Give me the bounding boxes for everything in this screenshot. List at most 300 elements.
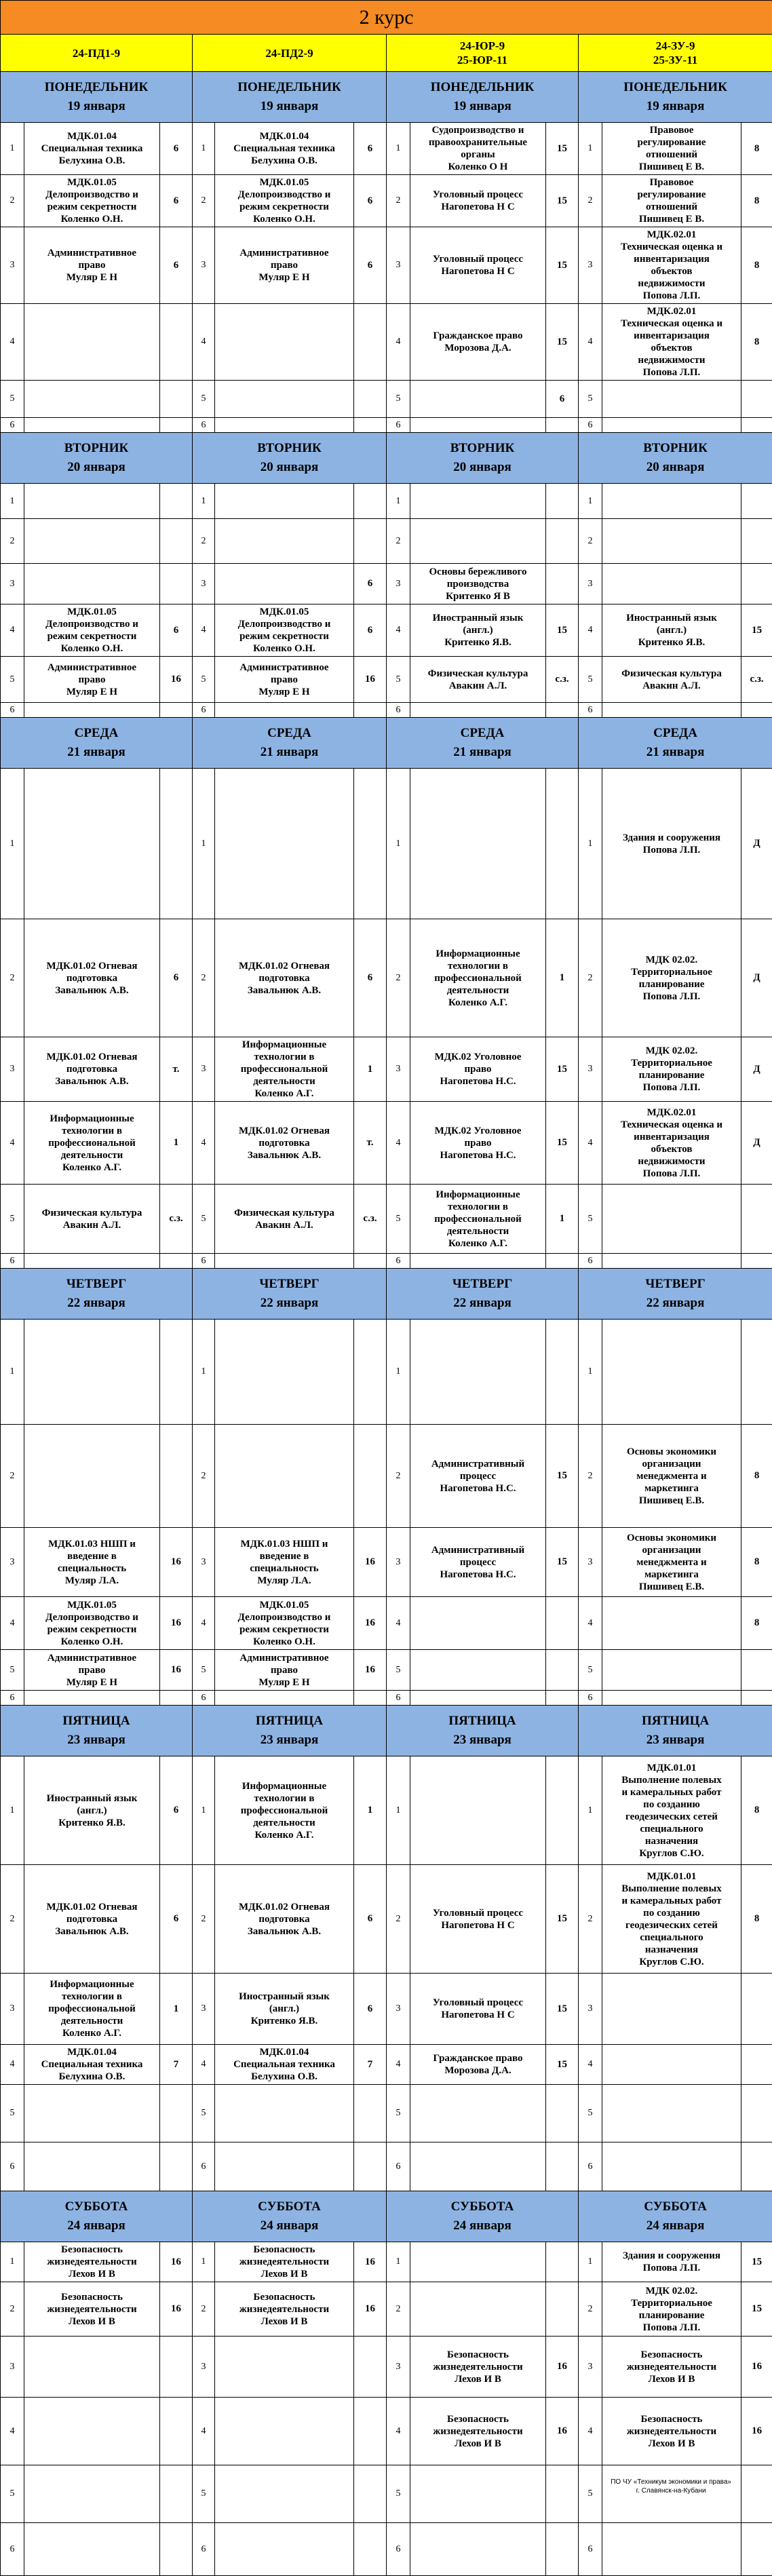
lesson-subject bbox=[410, 2465, 546, 2523]
lesson-number: 4 bbox=[1, 1102, 24, 1185]
lesson-subject bbox=[24, 2085, 160, 2142]
lesson-subject bbox=[24, 564, 160, 604]
lesson-subject bbox=[602, 703, 741, 718]
lesson-row bbox=[1, 1254, 772, 1269]
lesson-subject: МДК.01.04 Специальная техника Белухина О.В. bbox=[24, 123, 160, 175]
lesson-number: 4 bbox=[193, 2045, 215, 2085]
day-name: ЧЕТВЕРГ bbox=[389, 1275, 576, 1294]
lesson-subject bbox=[215, 304, 354, 381]
day-name: ВТОРНИК bbox=[389, 439, 576, 458]
lesson-room: 15 bbox=[546, 227, 579, 304]
lesson-room bbox=[354, 703, 387, 718]
lesson-row bbox=[1, 123, 772, 175]
lesson-room bbox=[160, 703, 193, 718]
day-header bbox=[387, 72, 579, 123]
lesson-row bbox=[1, 2242, 772, 2282]
lesson-room bbox=[741, 1254, 772, 1269]
lesson-room: 7 bbox=[160, 2045, 193, 2085]
lesson-room: 8 bbox=[741, 1425, 772, 1528]
lesson-subject: Административное право Муляр Е Н bbox=[24, 227, 160, 304]
lesson-room: Д bbox=[741, 1102, 772, 1185]
lesson-room bbox=[160, 1320, 193, 1425]
lesson-room bbox=[546, 703, 579, 718]
lesson-subject bbox=[24, 1254, 160, 1269]
lesson-subject: МДК.01.05 Делопроизводство и режим секретности Коленко О.Н. bbox=[215, 175, 354, 227]
lesson-room: 15 bbox=[741, 2242, 772, 2282]
lesson-number: 6 bbox=[1, 1691, 24, 1706]
lesson-room bbox=[741, 1320, 772, 1425]
lesson-number: 4 bbox=[193, 2398, 215, 2465]
lesson-subject: Основы экономики организации менеджмента и маркетинга Пишивец Е.В. bbox=[602, 1528, 741, 1597]
lesson-room: 16 bbox=[160, 1597, 193, 1650]
lesson-subject: МДК.01.04 Специальная техника Белухина О.В. bbox=[24, 2045, 160, 2085]
lesson-number: 2 bbox=[193, 919, 215, 1037]
day-header bbox=[1, 72, 193, 123]
lesson-number: 4 bbox=[387, 1102, 410, 1185]
lesson-subject: МДК.02 Уголовное право Нагопетова Н.С. bbox=[410, 1102, 546, 1185]
lesson-subject bbox=[410, 2085, 546, 2142]
day-date: 24 января bbox=[195, 2216, 384, 2235]
lesson-number: 4 bbox=[1, 1597, 24, 1650]
lesson-subject: МДК 02.02. Территориальное планирование Попова Л.П. bbox=[602, 919, 741, 1037]
lesson-number: 6 bbox=[193, 418, 215, 433]
lesson-room bbox=[741, 2045, 772, 2085]
day-header bbox=[579, 433, 772, 484]
lesson-subject: Гражданское право Морозова Д.А. bbox=[410, 2045, 546, 2085]
day-date: 23 января bbox=[195, 1731, 384, 1750]
lesson-number: 4 bbox=[579, 1102, 602, 1185]
lesson-room bbox=[160, 564, 193, 604]
lesson-subject bbox=[24, 2398, 160, 2465]
lesson-room bbox=[546, 484, 579, 519]
lesson-room: 16 bbox=[741, 2398, 772, 2465]
lesson-room bbox=[741, 1974, 772, 2045]
lesson-number: 6 bbox=[193, 2523, 215, 2576]
lesson-subject: Основы бережливого производства Критенко Я В bbox=[410, 564, 546, 604]
lesson-subject: Уголовный процесс Нагопетова Н С bbox=[410, 175, 546, 227]
lesson-room: 8 bbox=[741, 304, 772, 381]
lesson-number: 1 bbox=[1, 1756, 24, 1865]
lesson-number: 4 bbox=[193, 1102, 215, 1185]
lesson-number: 4 bbox=[579, 604, 602, 657]
lesson-room: 15 bbox=[546, 1865, 579, 1974]
lesson-number: 5 bbox=[193, 2465, 215, 2523]
lesson-number: 4 bbox=[1, 2398, 24, 2465]
lesson-subject bbox=[215, 484, 354, 519]
lesson-subject bbox=[602, 1597, 741, 1650]
lesson-number: 6 bbox=[193, 703, 215, 718]
lesson-number: 3 bbox=[387, 1974, 410, 2045]
lesson-subject: МДК.01.02 Огневая подготовка Завальнюк А.В. bbox=[24, 919, 160, 1037]
lesson-number: 5 bbox=[579, 381, 602, 418]
lesson-row bbox=[1, 1528, 772, 1597]
lesson-room: 16 bbox=[741, 2337, 772, 2398]
day-header-row bbox=[1, 2191, 772, 2242]
day-header bbox=[579, 72, 772, 123]
lesson-room bbox=[546, 2242, 579, 2282]
lesson-room: 8 bbox=[741, 1865, 772, 1974]
lesson-number: 3 bbox=[1, 227, 24, 304]
lesson-number: 3 bbox=[1, 1528, 24, 1597]
lesson-room bbox=[741, 2142, 772, 2191]
lesson-number: 2 bbox=[1, 919, 24, 1037]
lesson-subject: Судопроизводство и правоохранительные органы Коленко О Н bbox=[410, 123, 546, 175]
lesson-subject: Уголовный процесс Нагопетова Н С bbox=[410, 227, 546, 304]
lesson-number: 4 bbox=[387, 2045, 410, 2085]
group-header: 24-ПД1-9 bbox=[1, 35, 193, 72]
lesson-room: с.з. bbox=[160, 1185, 193, 1254]
lesson-subject: Информационные технологии в профессиональной деятельности Коленко А.Г. bbox=[215, 1037, 354, 1102]
lesson-subject: МДК 02.02. Территориальное планирование Попова Л.П. bbox=[602, 2282, 741, 2337]
lesson-room bbox=[546, 1650, 579, 1691]
lesson-room: 6 bbox=[160, 919, 193, 1037]
lesson-subject bbox=[24, 304, 160, 381]
lesson-subject: Информационные технологии в профессиональной деятельности Коленко А.Г. bbox=[410, 1185, 546, 1254]
day-header-row bbox=[1, 718, 772, 769]
lesson-room: 7 bbox=[354, 2045, 387, 2085]
lesson-room bbox=[160, 1254, 193, 1269]
lesson-subject: Иностранный язык (англ.) Критенко Я.В. bbox=[24, 1756, 160, 1865]
day-header-row bbox=[1, 1269, 772, 1320]
lesson-number: 1 bbox=[1, 2242, 24, 2282]
lesson-room bbox=[546, 564, 579, 604]
day-header bbox=[193, 1269, 387, 1320]
lesson-room bbox=[160, 519, 193, 564]
lesson-number: 1 bbox=[193, 1320, 215, 1425]
day-date: 20 января bbox=[581, 458, 770, 477]
day-date: 22 января bbox=[581, 1294, 770, 1313]
lesson-subject bbox=[602, 418, 741, 433]
lesson-room bbox=[546, 2085, 579, 2142]
lesson-room: т. bbox=[354, 1102, 387, 1185]
lesson-subject: Гражданское право Морозова Д.А. bbox=[410, 304, 546, 381]
lesson-row bbox=[1, 703, 772, 718]
lesson-room bbox=[741, 2465, 772, 2523]
day-header bbox=[579, 718, 772, 769]
lesson-room bbox=[546, 1691, 579, 1706]
day-header bbox=[579, 1269, 772, 1320]
lesson-room bbox=[546, 519, 579, 564]
lesson-row bbox=[1, 1597, 772, 1650]
lesson-number: 6 bbox=[579, 1254, 602, 1269]
lesson-number: 3 bbox=[387, 2337, 410, 2398]
lesson-number: 2 bbox=[193, 1865, 215, 1974]
day-name: ЧЕТВЕРГ bbox=[581, 1275, 770, 1294]
day-date: 20 января bbox=[195, 458, 384, 477]
lesson-row bbox=[1, 175, 772, 227]
lesson-room: т. bbox=[160, 1037, 193, 1102]
day-date: 21 января bbox=[389, 743, 576, 762]
lesson-number: 2 bbox=[387, 1865, 410, 1974]
lesson-number: 3 bbox=[193, 1037, 215, 1102]
day-name: ПЯТНИЦА bbox=[389, 1712, 576, 1731]
lesson-subject: МДК.01.02 Огневая подготовка Завальнюк А.В. bbox=[24, 1037, 160, 1102]
day-date: 19 января bbox=[389, 97, 576, 116]
lesson-number: 2 bbox=[1, 1865, 24, 1974]
lesson-number: 2 bbox=[579, 519, 602, 564]
lesson-number: 3 bbox=[1, 1037, 24, 1102]
day-name: ПОНЕДЕЛЬНИК bbox=[195, 78, 384, 97]
lesson-number: 6 bbox=[387, 2523, 410, 2576]
lesson-room: 1 bbox=[546, 1185, 579, 1254]
course-title: 2 курс bbox=[1, 1, 772, 35]
lesson-subject bbox=[24, 381, 160, 418]
lesson-subject bbox=[602, 2085, 741, 2142]
lesson-row bbox=[1, 1185, 772, 1254]
lesson-number: 3 bbox=[579, 2337, 602, 2398]
lesson-room: 16 bbox=[160, 657, 193, 703]
lesson-subject bbox=[215, 418, 354, 433]
lesson-number: 6 bbox=[579, 418, 602, 433]
day-header bbox=[387, 1706, 579, 1756]
day-date: 24 января bbox=[389, 2216, 576, 2235]
lesson-number: 4 bbox=[193, 304, 215, 381]
lesson-room: 15 bbox=[741, 604, 772, 657]
lesson-room bbox=[546, 2465, 579, 2523]
lesson-room bbox=[741, 1691, 772, 1706]
lesson-subject: МДК.01.02 Огневая подготовка Завальнюк А.В. bbox=[215, 1865, 354, 1974]
lesson-number: 4 bbox=[579, 304, 602, 381]
lesson-number: 5 bbox=[387, 657, 410, 703]
lesson-room: 16 bbox=[354, 657, 387, 703]
lesson-subject: Информационные технологии в профессиональной деятельности Коленко А.Г. bbox=[215, 1756, 354, 1865]
lesson-subject: Уголовный процесс Нагопетова Н С bbox=[410, 1974, 546, 2045]
day-header bbox=[579, 1706, 772, 1756]
lesson-room bbox=[160, 484, 193, 519]
lesson-subject bbox=[215, 2398, 354, 2465]
lesson-room bbox=[354, 1425, 387, 1528]
lesson-subject bbox=[215, 703, 354, 718]
lesson-number: 5 bbox=[1, 381, 24, 418]
lesson-number: 6 bbox=[579, 2523, 602, 2576]
lesson-row bbox=[1, 2085, 772, 2142]
lesson-subject: МДК.01.05 Делопроизводство и режим секретности Коленко О.Н. bbox=[24, 175, 160, 227]
lesson-row bbox=[1, 1974, 772, 2045]
lesson-room bbox=[546, 769, 579, 919]
lesson-room bbox=[354, 381, 387, 418]
lesson-room bbox=[160, 2142, 193, 2191]
lesson-room bbox=[741, 418, 772, 433]
lesson-subject: МДК.01.01 Выполнение полевых и камеральных работ по созданию геодезических сетей специального назначения Круглов С.Ю. bbox=[602, 1865, 741, 1974]
lesson-number: 3 bbox=[1, 2337, 24, 2398]
lesson-room bbox=[741, 2085, 772, 2142]
lesson-number: 3 bbox=[193, 1974, 215, 2045]
lesson-room: 6 bbox=[160, 1865, 193, 1974]
lesson-subject bbox=[215, 564, 354, 604]
lesson-number: 5 bbox=[193, 1650, 215, 1691]
day-name: ВТОРНИК bbox=[581, 439, 770, 458]
day-header bbox=[1, 1706, 193, 1756]
lesson-subject bbox=[410, 769, 546, 919]
lesson-room bbox=[354, 519, 387, 564]
lesson-number: 1 bbox=[387, 769, 410, 919]
day-date: 23 января bbox=[3, 1731, 190, 1750]
lesson-subject bbox=[602, 484, 741, 519]
lesson-subject: Безопасность жизнедеятельности Лехов И В bbox=[24, 2242, 160, 2282]
day-header bbox=[387, 1269, 579, 1320]
lesson-subject bbox=[410, 1320, 546, 1425]
lesson-room bbox=[546, 1756, 579, 1865]
lesson-number: 3 bbox=[1, 564, 24, 604]
lesson-room bbox=[546, 1254, 579, 1269]
lesson-number: 3 bbox=[579, 227, 602, 304]
lesson-subject: Иностранный язык (англ.) Критенко Я.В. bbox=[215, 1974, 354, 2045]
lesson-number: 2 bbox=[387, 2282, 410, 2337]
lesson-number: 6 bbox=[1, 1254, 24, 1269]
lesson-number: 5 bbox=[579, 2085, 602, 2142]
day-header bbox=[193, 718, 387, 769]
lesson-subject: Административное право Муляр Е Н bbox=[215, 227, 354, 304]
lesson-number: 3 bbox=[579, 1528, 602, 1597]
lesson-number: 1 bbox=[579, 484, 602, 519]
lesson-room: 8 bbox=[741, 1528, 772, 1597]
lesson-room bbox=[741, 1650, 772, 1691]
lesson-number: 3 bbox=[193, 2337, 215, 2398]
lesson-room: 16 bbox=[354, 1650, 387, 1691]
lesson-row bbox=[1, 1037, 772, 1102]
lesson-subject: МДК.01.03 НШП и введение в специальность Муляр Л.А. bbox=[24, 1528, 160, 1597]
lesson-row bbox=[1, 418, 772, 433]
lesson-number: 2 bbox=[579, 175, 602, 227]
lesson-room bbox=[160, 418, 193, 433]
day-name: ПОНЕДЕЛЬНИК bbox=[581, 78, 770, 97]
footer bbox=[611, 2478, 731, 2495]
lesson-room: 1 bbox=[160, 1102, 193, 1185]
lesson-number: 2 bbox=[1, 1425, 24, 1528]
day-name: СУББОТА bbox=[195, 2197, 384, 2216]
lesson-room bbox=[354, 1254, 387, 1269]
lesson-subject: Безопасность жизнедеятельности Лехов И В bbox=[215, 2242, 354, 2282]
lesson-room: с.з. bbox=[741, 657, 772, 703]
lesson-subject bbox=[24, 484, 160, 519]
lesson-number: 3 bbox=[193, 227, 215, 304]
lesson-room bbox=[160, 1691, 193, 1706]
lesson-subject bbox=[215, 1691, 354, 1706]
lesson-room bbox=[160, 304, 193, 381]
lesson-subject: МДК.02.01 Техническая оценка и инвентаризация объектов недвижимости Попова Л.П. bbox=[602, 1102, 741, 1185]
day-date: 19 января bbox=[581, 97, 770, 116]
lesson-number: 5 bbox=[579, 2465, 602, 2523]
day-header bbox=[387, 433, 579, 484]
day-date: 21 января bbox=[3, 743, 190, 762]
lesson-number: 2 bbox=[387, 919, 410, 1037]
lesson-number: 1 bbox=[387, 2242, 410, 2282]
lesson-subject bbox=[215, 1320, 354, 1425]
lesson-number: 5 bbox=[387, 2465, 410, 2523]
lesson-subject bbox=[410, 484, 546, 519]
lesson-room: 15 bbox=[546, 1102, 579, 1185]
lesson-number: 6 bbox=[387, 2142, 410, 2191]
lesson-number: 3 bbox=[579, 1974, 602, 2045]
lesson-subject: МДК.02 Уголовное право Нагопетова Н.С. bbox=[410, 1037, 546, 1102]
lesson-number: 1 bbox=[579, 2242, 602, 2282]
lesson-subject: Безопасность жизнедеятельности Лехов И В bbox=[24, 2282, 160, 2337]
lesson-subject: МДК.01.03 НШП и введение в специальность Муляр Л.А. bbox=[215, 1528, 354, 1597]
lesson-subject bbox=[410, 1254, 546, 1269]
lesson-room: 15 bbox=[546, 1528, 579, 1597]
day-date: 19 января bbox=[3, 97, 190, 116]
lesson-room: 16 bbox=[546, 2398, 579, 2465]
lesson-subject bbox=[602, 2142, 741, 2191]
lesson-room: Д bbox=[741, 1037, 772, 1102]
lesson-number: 5 bbox=[193, 1185, 215, 1254]
lesson-subject: МДК.02.01 Техническая оценка и инвентаризация объектов недвижимости Попова Л.П. bbox=[602, 227, 741, 304]
lesson-room: 16 bbox=[354, 2242, 387, 2282]
lesson-subject: МДК.01.05 Делопроизводство и режим секретности Коленко О.Н. bbox=[215, 1597, 354, 1650]
lesson-room: Д bbox=[741, 769, 772, 919]
day-date: 23 января bbox=[389, 1731, 576, 1750]
lesson-subject: Уголовный процесс Нагопетова Н С bbox=[410, 1865, 546, 1974]
lesson-room bbox=[354, 2142, 387, 2191]
lesson-row bbox=[1, 1691, 772, 1706]
day-header bbox=[1, 718, 193, 769]
lesson-row bbox=[1, 657, 772, 703]
lesson-room: 6 bbox=[354, 123, 387, 175]
lesson-number: 5 bbox=[579, 1650, 602, 1691]
lesson-subject: Правовое регулирование отношений Пишивец Е В. bbox=[602, 175, 741, 227]
lesson-row bbox=[1, 2398, 772, 2465]
lesson-number: 4 bbox=[1, 2045, 24, 2085]
lesson-room bbox=[354, 418, 387, 433]
lesson-subject: Административный процесс Нагопетова Н.С. bbox=[410, 1425, 546, 1528]
day-header-row bbox=[1, 433, 772, 484]
day-header bbox=[387, 2191, 579, 2242]
day-name: ЧЕТВЕРГ bbox=[3, 1275, 190, 1294]
day-name: СРЕДА bbox=[3, 724, 190, 743]
day-name: ПЯТНИЦА bbox=[581, 1712, 770, 1731]
lesson-number: 1 bbox=[193, 123, 215, 175]
lesson-row bbox=[1, 2282, 772, 2337]
lesson-number: 1 bbox=[579, 1320, 602, 1425]
lesson-subject bbox=[410, 2523, 546, 2576]
lesson-subject bbox=[24, 519, 160, 564]
lesson-row bbox=[1, 2523, 772, 2576]
lesson-room: 6 bbox=[160, 175, 193, 227]
lesson-room bbox=[354, 304, 387, 381]
lesson-number: 2 bbox=[193, 1425, 215, 1528]
lesson-room bbox=[160, 2085, 193, 2142]
lesson-room bbox=[354, 2398, 387, 2465]
lesson-subject: Информационные технологии в профессиональной деятельности Коленко А.Г. bbox=[410, 919, 546, 1037]
lesson-subject: МДК.01.05 Делопроизводство и режим секретности Коленко О.Н. bbox=[24, 604, 160, 657]
lesson-subject bbox=[410, 1756, 546, 1865]
lesson-number: 4 bbox=[387, 2398, 410, 2465]
lesson-number: 1 bbox=[387, 123, 410, 175]
day-date: 20 января bbox=[3, 458, 190, 477]
lesson-subject bbox=[24, 2465, 160, 2523]
lesson-row bbox=[1, 484, 772, 519]
day-name: СРЕДА bbox=[389, 724, 576, 743]
day-date: 22 января bbox=[3, 1294, 190, 1313]
lesson-subject bbox=[215, 381, 354, 418]
lesson-subject: Информационные технологии в профессиональной деятельности Коленко А.Г. bbox=[24, 1974, 160, 2045]
lesson-row bbox=[1, 519, 772, 564]
lesson-room: 16 bbox=[546, 2337, 579, 2398]
lesson-room: 6 bbox=[160, 604, 193, 657]
lesson-subject: Иностранный язык (англ.) Критенко Я.В. bbox=[410, 604, 546, 657]
lesson-subject: МДК.01.05 Делопроизводство и режим секретности Коленко О.Н. bbox=[24, 1597, 160, 1650]
lesson-subject: Основы экономики организации менеджмента и маркетинга Пишивец Е.В. bbox=[602, 1425, 741, 1528]
lesson-room bbox=[741, 564, 772, 604]
lesson-subject bbox=[24, 703, 160, 718]
lesson-number: 6 bbox=[579, 703, 602, 718]
lesson-room bbox=[741, 484, 772, 519]
lesson-number: 4 bbox=[387, 604, 410, 657]
day-name: ВТОРНИК bbox=[3, 439, 190, 458]
lesson-room: 1 bbox=[546, 919, 579, 1037]
lesson-room: 6 bbox=[354, 604, 387, 657]
lesson-number: 1 bbox=[193, 1756, 215, 1865]
